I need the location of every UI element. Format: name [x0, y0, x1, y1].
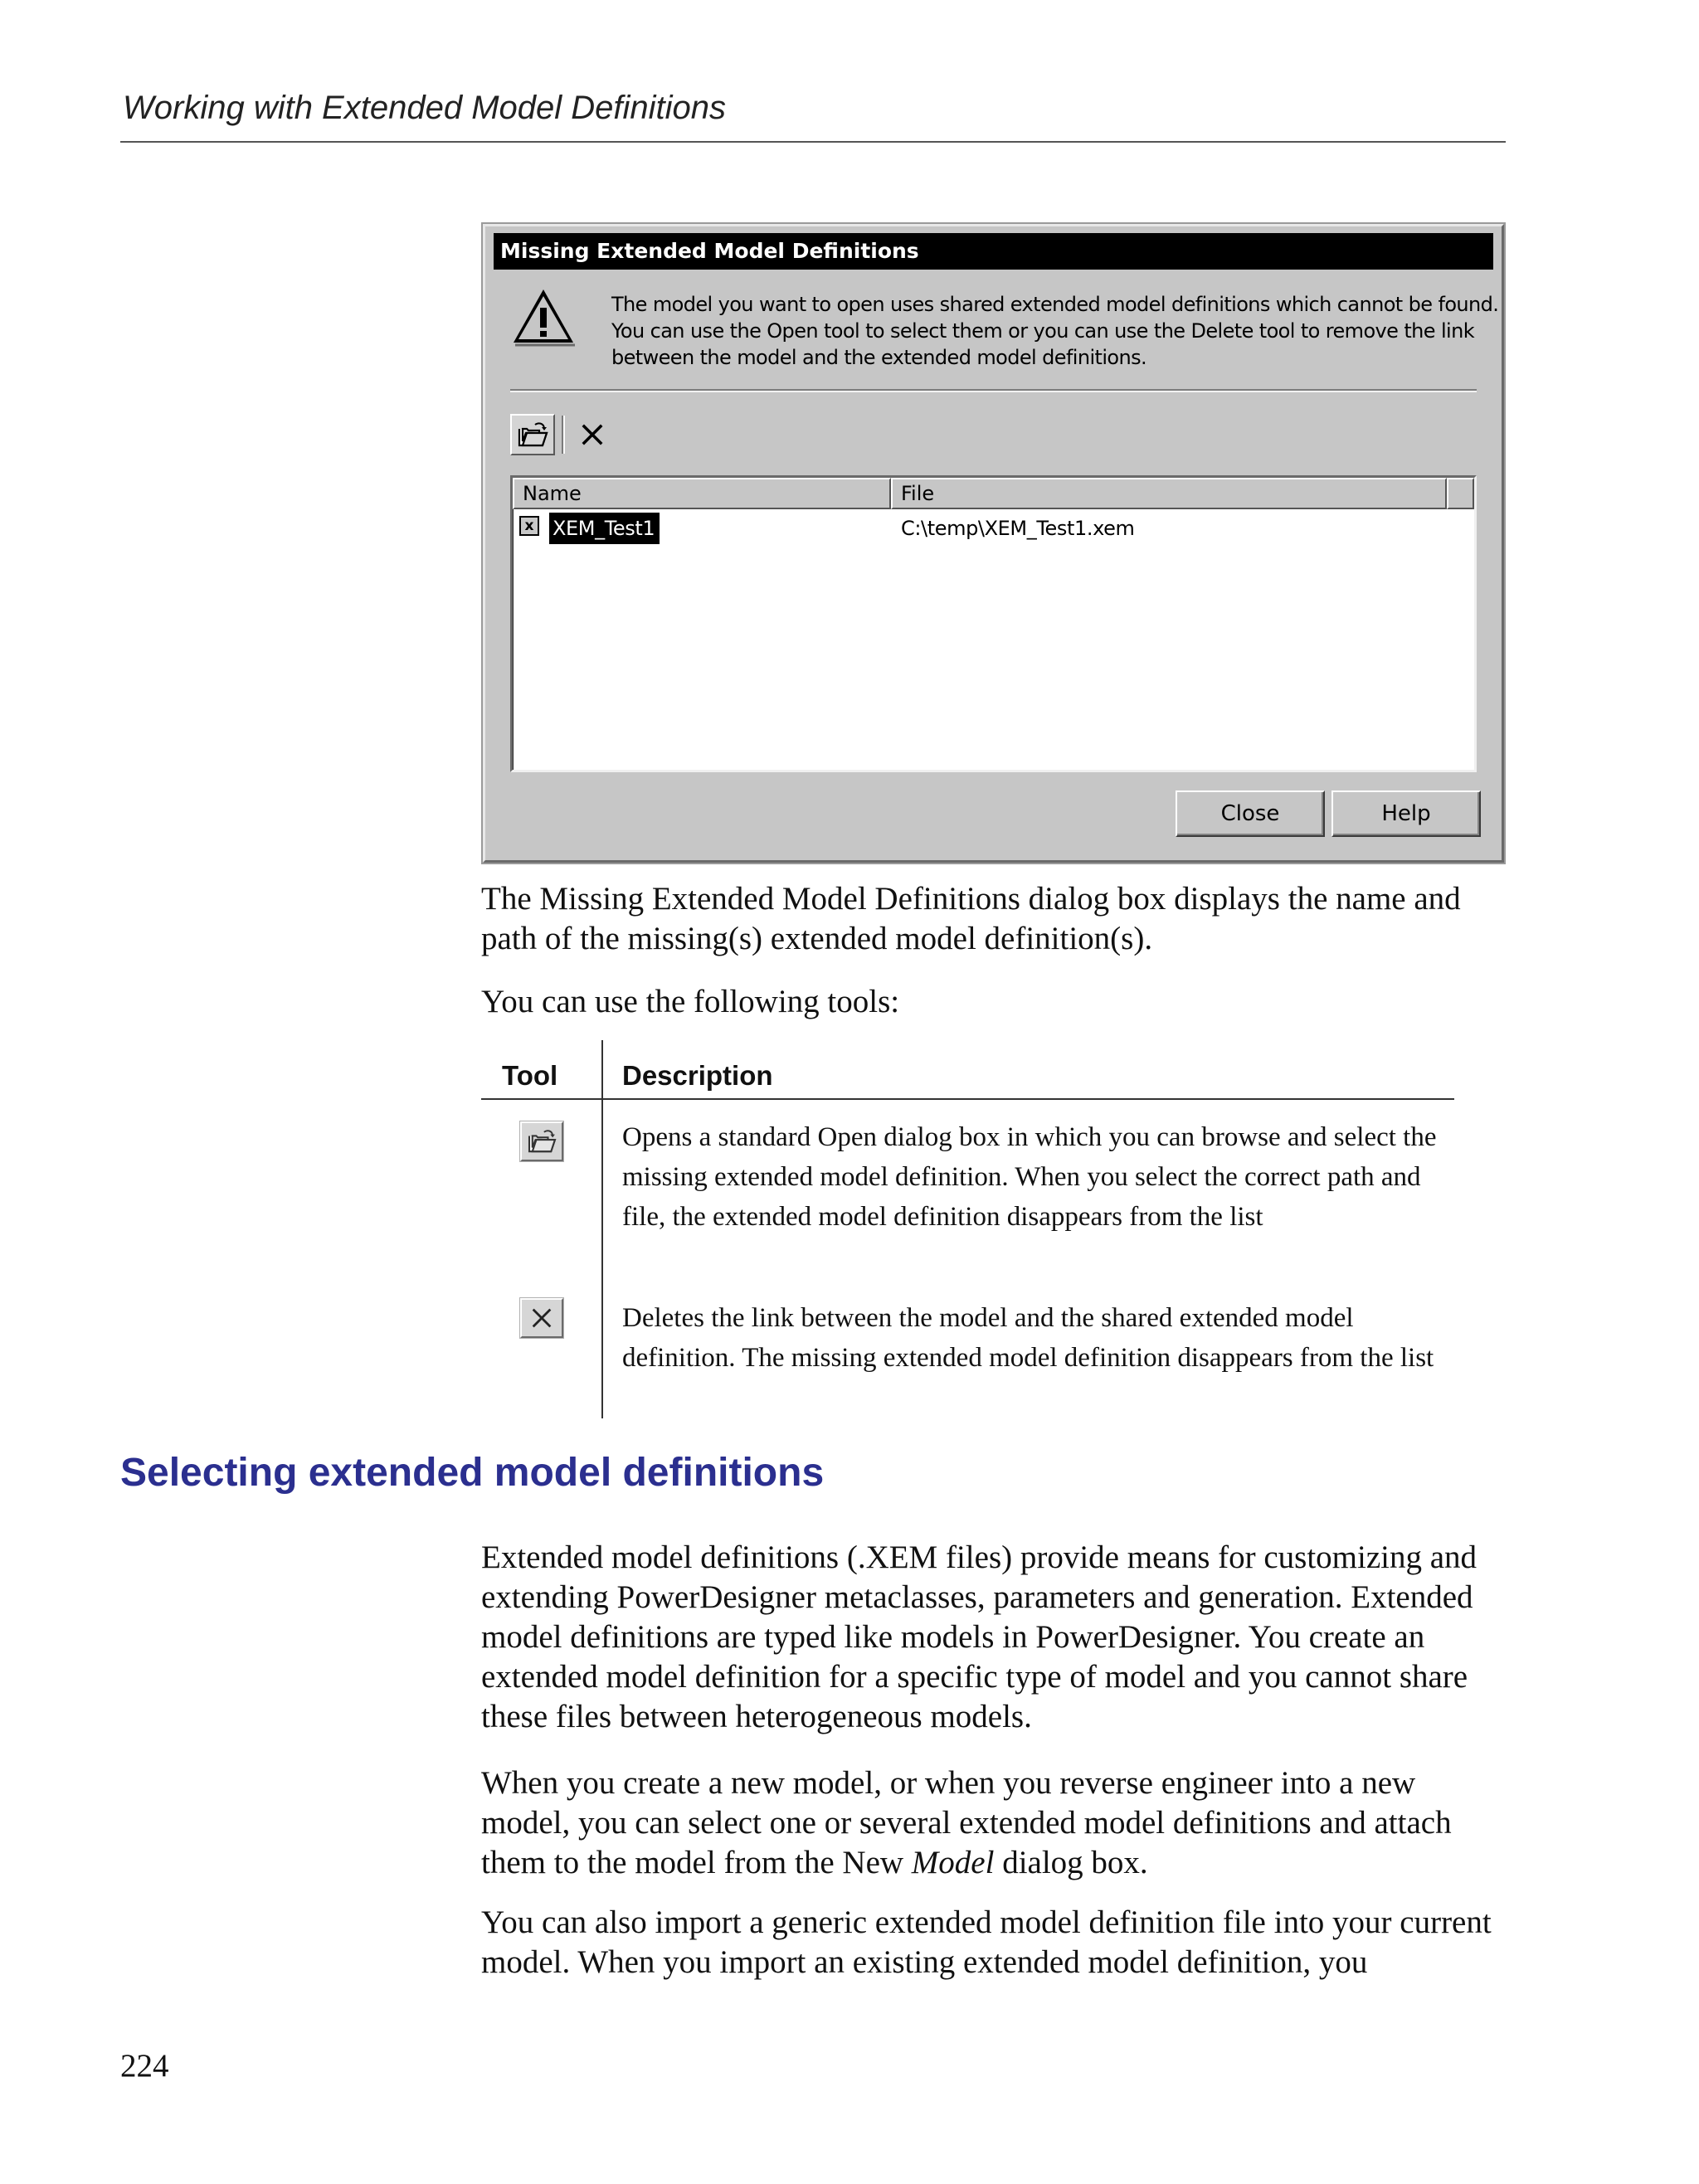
dialog-message-line: The model you want to open uses shared extended model definitions which cannot be found.: [611, 293, 1499, 316]
table-header-tool: Tool: [502, 1060, 558, 1091]
section-paragraph-3: You can also import a generic extended model definition file into your current model. When you import an existing extended model definition, you: [481, 1904, 1492, 1980]
dialog-message-line: between the model and the extended model definitions.: [611, 346, 1147, 369]
table-vertical-rule: [601, 1040, 603, 1418]
table-row-open-icon: [520, 1121, 563, 1161]
dialog-title: Missing Extended Model Definitions: [494, 233, 1493, 270]
toolbar-separator: [562, 416, 565, 454]
section-heading: Selecting extended model definitions: [120, 1451, 825, 1495]
missing-xem-dialog: [483, 224, 1504, 863]
xem-file-icon: x: [519, 516, 539, 536]
table-header-rule: [481, 1098, 1454, 1100]
delete-tool-button[interactable]: [573, 416, 611, 454]
dialog-message-line: You can use the Open tool to select them or you can use the Delete tool to remove the link: [611, 319, 1475, 343]
open-folder-icon: [527, 1129, 557, 1154]
running-header: Working with Extended Model Definitions: [123, 90, 727, 126]
table-header-description: Description: [622, 1060, 773, 1091]
missing-xem-list[interactable]: [510, 475, 1477, 772]
table-row-open-description: Opens a standard Open dialog box in which you can browse and select the missing extended model definition. When you select the correct path and file, the extended model definition disappears from the list: [622, 1122, 1437, 1232]
open-tool-button[interactable]: [510, 414, 555, 455]
section-paragraph-2-start: When you create a new model, or when you reverse engineer into a new model, you can select one or several extended model definitions and attach them to the model from the New: [481, 1765, 1452, 1880]
dialog-separator: [510, 389, 1477, 392]
warning-icon: [510, 286, 577, 348]
list-item-file: C:\temp\XEM_Test1.xem: [901, 517, 1135, 540]
help-button[interactable]: Help: [1331, 790, 1481, 837]
close-button[interactable]: Close: [1176, 790, 1325, 837]
model-emphasis: Model: [911, 1845, 995, 1880]
column-header-name[interactable]: Name: [513, 478, 891, 509]
open-folder-icon: [517, 421, 548, 448]
intro-tools-lead: You can use the following tools:: [481, 984, 900, 1019]
column-header-file[interactable]: File: [891, 478, 1447, 509]
column-header-filler: [1447, 478, 1474, 509]
section-paragraph-2-end: dialog box.: [994, 1845, 1148, 1880]
section-paragraph-1: Extended model definitions (.XEM files) provide means for customizing and extending PowerDesigner metaclasses, parameters and generation. Extended model definitions are typed like models in PowerDesigner. You create an extended model definition for a specific type of model and you cannot share these files between heterogeneous models.: [481, 1540, 1477, 1734]
delete-x-icon: [580, 422, 605, 447]
intro-paragraph: The Missing Extended Model Definitions dialog box displays the name and path of the missing(s) extended model definition(s).: [481, 881, 1461, 956]
list-item-name: XEM_Test1: [549, 513, 660, 544]
header-rule: [120, 141, 1506, 143]
delete-x-icon: [530, 1306, 553, 1330]
dialog-message: [611, 291, 1499, 371]
section-paragraph-2: [481, 1763, 1510, 1883]
page-number: 224: [120, 2048, 169, 2084]
table-row-delete-icon: [520, 1298, 563, 1338]
list-item[interactable]: [513, 511, 1474, 544]
table-row-delete-description: Deletes the link between the model and the shared extended model definition. The missing extended model definition disappears from the list: [622, 1303, 1434, 1373]
